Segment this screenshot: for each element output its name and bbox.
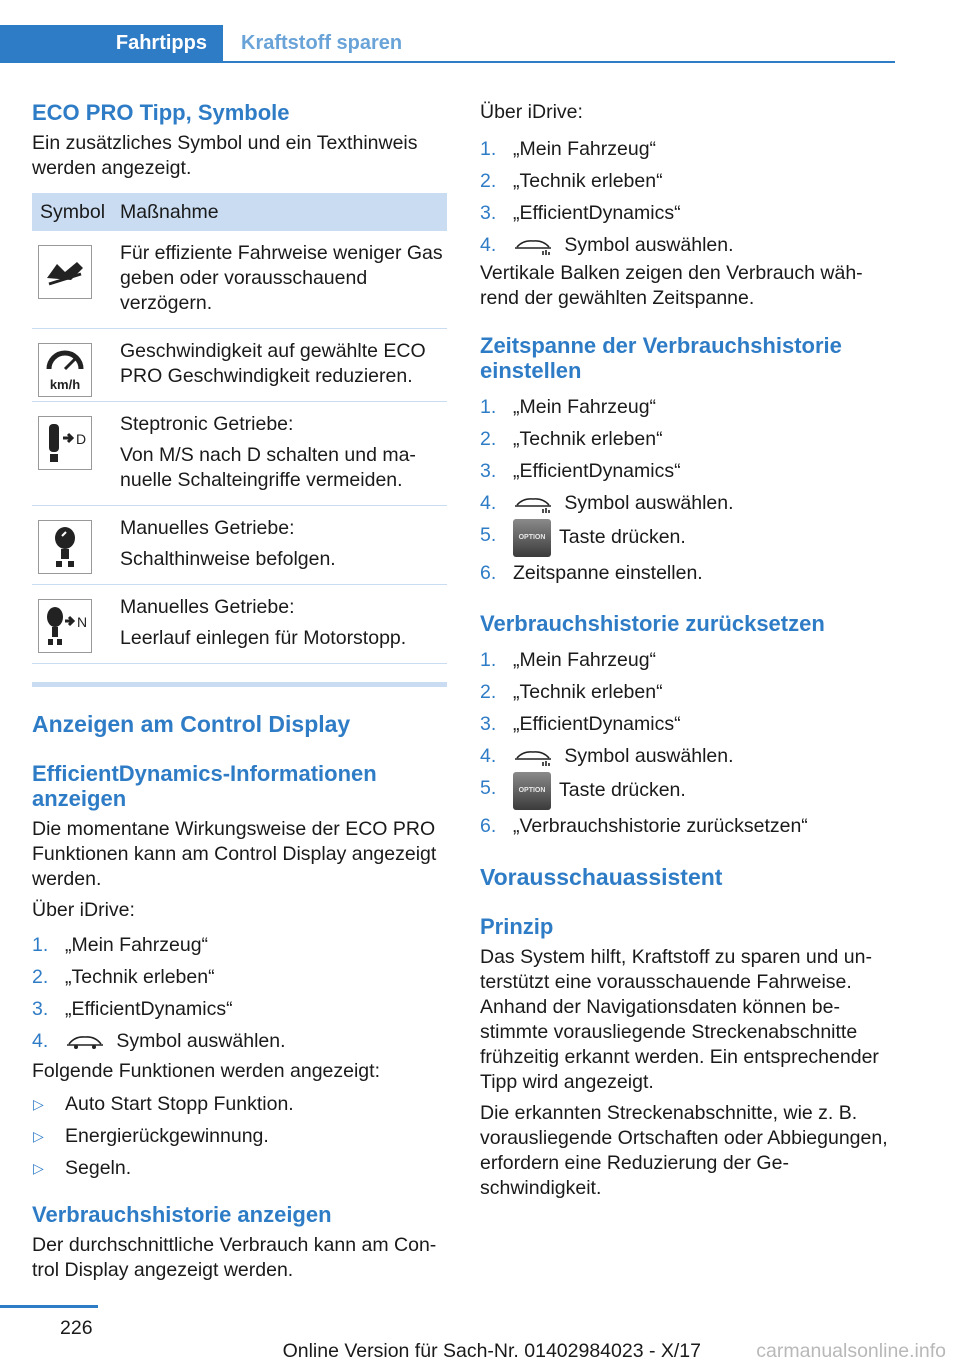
row4-line1: Manuelles Getriebe:	[120, 517, 295, 539]
reset-steps	[480, 644, 895, 842]
footer-rule	[0, 1305, 98, 1308]
list-item: 3. „EfficientDynamics“	[480, 713, 681, 735]
gear-shift-to-n-icon	[38, 599, 92, 653]
list-item: 6. Zeitspanne einstellen.	[480, 562, 703, 584]
table-row	[32, 585, 447, 664]
list-item: ▷ Segeln.	[32, 1152, 447, 1184]
online-version-note: Online Version für Sach-Nr. 01402984023 - X/17	[282, 1340, 701, 1362]
consumption-history-icon	[513, 236, 553, 256]
triangle-bullet-icon: ▷	[33, 1128, 44, 1144]
symbol-table	[32, 193, 447, 664]
header-measure: Maßnahme	[118, 193, 447, 231]
list-item: 1. „Mein Fahrzeug“	[480, 138, 657, 160]
table-row	[32, 506, 447, 585]
list-item: ▷ Auto Start Stopp Funktion.	[32, 1088, 447, 1120]
right-column	[480, 100, 895, 1201]
list-item: 5. OPTION Taste drücken.	[480, 519, 895, 557]
table-bottom-rule	[32, 682, 447, 687]
consumption-history-icon	[513, 494, 553, 514]
history-text: Der durchschnittliche Verbrauch kann am Control Display angezeigt werden.	[32, 1234, 437, 1281]
functions-intro: Folgende Funktionen werden angezeigt:	[32, 1060, 380, 1082]
list-item: 2. „Technik erleben“	[480, 428, 663, 450]
watermark: carmanualsonline.info	[756, 1340, 946, 1362]
list-item: 3. „EfficientDynamics“	[480, 202, 681, 224]
via-idrive-label: Über iDrive:	[480, 101, 583, 123]
symbol-table-header	[32, 193, 447, 231]
row3-line2: Von M/S nach D schalten und manuelle Schalteingriffe vermeiden.	[120, 444, 416, 491]
list-item: 4. Symbol auswählen.	[480, 745, 734, 767]
row2-text: Geschwindigkeit auf gewählte ECO PRO Geschwindigkeit reduzieren.	[120, 340, 426, 387]
history-heading: Verbrauchshistorie anzeigen	[32, 1202, 332, 1227]
list-item: ▷ Energierückgewinnung.	[32, 1120, 447, 1152]
list-item: 3. „EfficientDynamics“	[32, 998, 233, 1020]
header-symbol: Symbol	[32, 193, 118, 231]
gear-shift-to-d-icon	[38, 416, 92, 470]
assistant-heading: Vorausschauassistent	[480, 864, 723, 890]
triangle-bullet-icon: ▷	[33, 1160, 44, 1176]
timespan-heading: Zeitspanne der Verbrauchshistorie einstellen	[480, 333, 842, 383]
speedometer-kmh-icon	[38, 343, 92, 397]
timespan-steps	[480, 391, 895, 589]
idrive-steps	[32, 929, 447, 1057]
table-row	[32, 329, 447, 402]
list-item: 2. „Technik erleben“	[32, 966, 215, 988]
list-item: 1. „Mein Fahrzeug“	[480, 649, 657, 671]
tab-kraftstoff-sparen[interactable]: Kraftstoff sparen	[241, 32, 403, 54]
triangle-bullet-icon: ▷	[33, 1096, 44, 1112]
list-item: 4. Symbol auswählen.	[480, 492, 734, 514]
efficientdynamics-car-icon	[65, 1032, 105, 1052]
list-item: 3. „EfficientDynamics“	[480, 460, 681, 482]
gear-target-letter: N	[76, 614, 88, 630]
list-item: 2. „Technik erleben“	[480, 170, 663, 192]
ed-info-text: Die momentane Wirkungsweise der ECO PRO Funktionen kann am Control Display angezeigt werden.	[32, 818, 437, 890]
list-item: 1. „Mein Fahrzeug“	[32, 934, 209, 956]
row3-line1: Steptronic Getriebe:	[120, 413, 294, 435]
row5-line2: Leerlauf einlegen für Motorstopp.	[120, 627, 407, 649]
via-idrive-label: Über iDrive:	[32, 899, 135, 921]
table-row	[32, 231, 447, 329]
list-item: 5. OPTION Taste drücken.	[480, 772, 895, 810]
row4-line2: Schalthinweise befolgen.	[120, 548, 336, 570]
option-button-icon: OPTION	[513, 772, 551, 810]
list-item: 6. „Verbrauchshistorie zurücksetzen“	[480, 815, 808, 837]
functions-list	[32, 1088, 447, 1184]
table-row	[32, 402, 447, 506]
list-item: 1. „Mein Fahrzeug“	[480, 396, 657, 418]
foot-pedal-icon	[38, 245, 92, 299]
left-column	[32, 100, 447, 1283]
principle-text-1: Das System hilft, Kraftstoff zu sparen und unterstützt eine vorausschauende Fahrweise. Anhand der Navigationsdaten können bestimmte vorausliegende Streckenabschnitte frühzeitig erkannt werden. Ein entsprechender Tipp wird angezeigt.	[480, 946, 879, 1093]
list-item: 4. Symbol auswählen.	[32, 1030, 286, 1052]
principle-heading: Prinzip	[480, 914, 554, 939]
header-tabs	[0, 25, 895, 63]
speedometer-unit: km/h	[49, 377, 81, 392]
list-item: 2. „Technik erleben“	[480, 681, 663, 703]
list-item: 4. Symbol auswählen.	[480, 234, 734, 256]
reset-heading: Verbrauchshistorie zurücksetzen	[480, 611, 825, 636]
idrive-steps-1	[480, 133, 895, 261]
ed-info-heading: EfficientDynamics-Informationen anzeigen	[32, 761, 377, 811]
row5-line1: Manuelles Getriebe:	[120, 596, 295, 618]
principle-text-2: Die erkannten Streckenabschnitte, wie z. B. vorausliegende Ortschaften oder Abbiegungen, erfordern eine Reduzierung der Geschwindigkeit.	[480, 1102, 888, 1199]
option-button-icon: OPTION	[513, 519, 551, 557]
tab-fahrtipps[interactable]: Fahrtipps	[0, 25, 223, 61]
gear-target-letter: D	[75, 431, 87, 447]
eco-pro-intro: Ein zusätzliches Symbol und ein Texthinweis werden angezeigt.	[32, 132, 418, 179]
page-number: 226	[60, 1317, 93, 1339]
row1-text: Für effiziente Fahrweise weniger Gas geben oder vorausschauend verzögern.	[120, 242, 443, 314]
gear-lever-icon	[38, 520, 92, 574]
consumption-history-icon	[513, 747, 553, 767]
eco-pro-tips-heading: ECO PRO Tipp, Symbole	[32, 100, 290, 125]
control-display-heading: Anzeigen am Control Display	[32, 711, 351, 737]
bars-text: Vertikale Balken zeigen den Verbrauch während der gewählten Zeitspanne.	[480, 262, 863, 309]
